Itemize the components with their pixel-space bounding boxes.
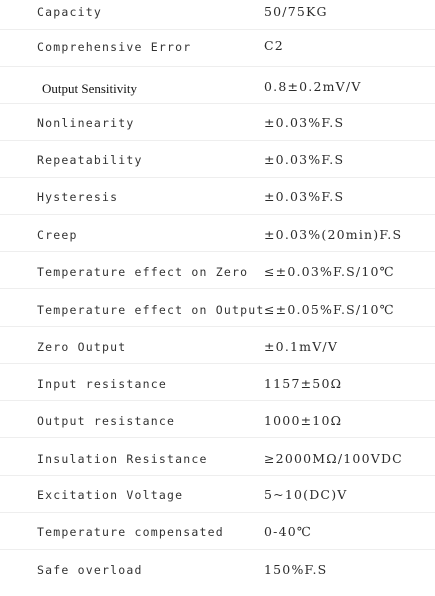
spec-row-output-resistance xyxy=(0,401,435,438)
spec-row-comprehensive-error xyxy=(0,30,435,67)
spec-value: 150%F.S xyxy=(264,562,328,577)
spec-label: Nonlinearity xyxy=(37,116,135,130)
spec-label: Creep xyxy=(37,228,78,242)
row-divider xyxy=(0,437,435,438)
row-divider xyxy=(0,288,435,289)
spec-row-nonlinearity xyxy=(0,104,435,141)
spec-value: 0-40℃ xyxy=(264,524,313,539)
spec-row-temperature-effect-zero xyxy=(0,252,435,289)
spec-row-zero-output xyxy=(0,327,435,364)
spec-label: Output Sensitivity xyxy=(42,81,137,96)
spec-row-output-sensitivity xyxy=(0,67,435,104)
spec-value: 5~10(DC)V xyxy=(264,487,348,502)
spec-label: Temperature compensated xyxy=(37,525,224,539)
spec-label: Zero Output xyxy=(37,340,127,354)
spec-label: Hysteresis xyxy=(37,190,119,204)
spec-label: Temperature effect on Output xyxy=(37,303,265,317)
spec-label: Comprehensive Error xyxy=(37,40,192,54)
spec-value: C2 xyxy=(264,38,284,53)
spec-value: ±0.03%F.S xyxy=(264,115,345,130)
spec-label: Excitation Voltage xyxy=(37,488,184,502)
spec-value: 50/75KG xyxy=(264,4,328,19)
spec-label: Output resistance xyxy=(37,414,176,428)
spec-value: ±0.03%F.S xyxy=(264,189,345,204)
spec-label: Insulation Resistance xyxy=(37,452,208,466)
spec-value: ±0.1mV/V xyxy=(264,339,339,354)
spec-row-repeatability xyxy=(0,141,435,178)
spec-row-insulation-resistance xyxy=(0,439,435,476)
spec-value: ±0.03%F.S xyxy=(264,152,345,167)
spec-row-capacity xyxy=(0,0,435,30)
spec-value: ±0.03%(20min)F.S xyxy=(264,227,403,242)
spec-row-creep xyxy=(0,215,435,252)
spec-row-hysteresis xyxy=(0,178,435,215)
spec-row-input-resistance xyxy=(0,364,435,401)
spec-label: Input resistance xyxy=(37,377,167,391)
spec-label: Safe overload xyxy=(37,563,143,577)
spec-value: ≤±0.05%F.S/10℃ xyxy=(264,302,395,317)
spec-row-excitation-voltage xyxy=(0,476,435,513)
spec-value: ≥2000MΩ/100VDC xyxy=(264,451,403,466)
spec-label: Temperature effect on Zero xyxy=(37,265,249,279)
spec-row-temperature-compensated xyxy=(0,513,435,550)
spec-value: 1157±50Ω xyxy=(264,376,343,391)
spec-value: 1000±10Ω xyxy=(264,413,343,428)
spec-value: ≤±0.03%F.S/10℃ xyxy=(264,264,395,279)
spec-value: 0.8±0.2mV/V xyxy=(264,79,362,94)
spec-row-safe-overload xyxy=(0,550,435,587)
spec-label: Capacity xyxy=(37,5,102,19)
spec-row-temperature-effect-output xyxy=(0,290,435,327)
spec-label: Repeatability xyxy=(37,153,143,167)
